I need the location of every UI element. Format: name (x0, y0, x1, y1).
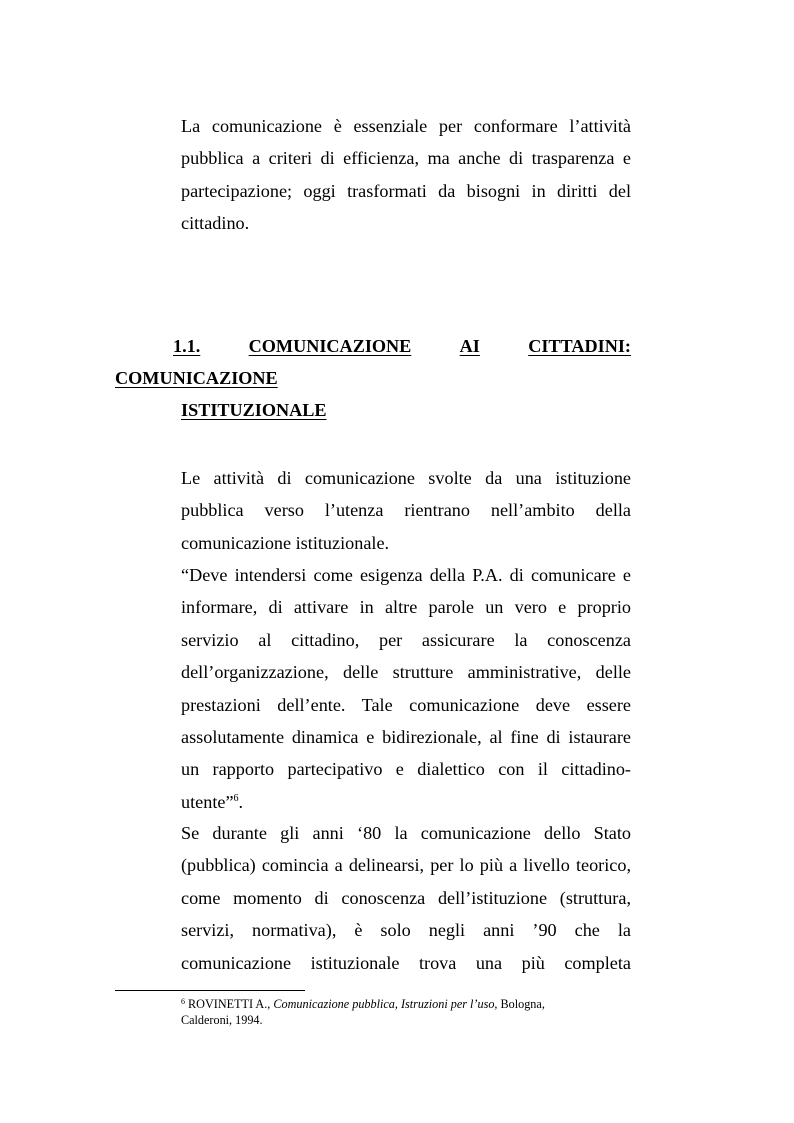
footnote-number: 6 (181, 997, 185, 1006)
text-line: informare, di attivare in altre parole un vero e proprio (181, 597, 631, 618)
footnote-city: Bologna, (500, 997, 545, 1011)
paragraph-history (181, 817, 631, 979)
section-number: 1.1. (173, 336, 201, 356)
footnote-publisher: Calderoni, 1994. (181, 1013, 263, 1027)
text-line: Le attività di comunicazione svolte da una istituzione (181, 468, 631, 488)
heading-word: CITTADINI: (528, 336, 631, 356)
paragraph-quotation (181, 559, 631, 818)
text-line: dell’organizzazione, delle strutture amministrative, delle (181, 662, 631, 683)
text-line: (pubblica) comincia a delinearsi, per lo più a livello teorico, (181, 855, 631, 876)
text-line: comunicazione istituzionale trova una più completa (181, 952, 631, 973)
footnote-title: Comunicazione pubblica, Istruzioni per l’uso, (273, 997, 498, 1011)
text-line: cittadino. (181, 213, 250, 234)
text-line: La comunicazione è essenziale per conformare l’attività (181, 116, 631, 136)
section-heading-line-2: COMUNICAZIONE (115, 368, 278, 388)
footnote-reference[interactable]: 6 (233, 792, 239, 804)
text-line: “Deve intendersi come esigenza della P.A. di comunicare e (181, 565, 631, 585)
quote-end-text: utente” (181, 791, 234, 812)
text-line: pubblica verso l’utenza rientrano nell’ambito della (181, 500, 631, 521)
text-line: prestazioni dell’ente. Tale comunicazione deve essere (181, 694, 631, 715)
text-line: servizi, normativa), è solo negli anni ’90 che la (181, 920, 631, 941)
paragraph-activities (181, 462, 631, 559)
text-line: Se durante gli anni ‘80 la comunicazione dello Stato (181, 823, 631, 843)
footnote (181, 996, 601, 1028)
footnote-author: ROVINETTI A., (188, 997, 271, 1011)
heading-word: COMUNICAZIONE (248, 336, 412, 356)
sentence-end: . (238, 791, 244, 812)
text-line-last (181, 786, 631, 818)
text-line: comunicazione istituzionale. (181, 532, 390, 553)
text-line: come momento di conoscenza dell’istituzione (struttura, (181, 887, 631, 908)
text-line: partecipazione; oggi trasformati da bisogni in diritti del (181, 180, 631, 201)
text-line: servizio al cittadino, per assicurare la conoscenza (181, 629, 631, 650)
text-line: pubblica a criteri di efficienza, ma anche di trasparenza e (181, 148, 631, 169)
section-heading-line-1 (173, 336, 631, 357)
heading-word: AI (459, 336, 480, 356)
footnote-separator (115, 990, 305, 991)
text-line: un rapporto partecipativo e dialettico con il cittadino- (181, 759, 631, 780)
text-line: assolutamente dinamica e bidirezionale, al fine di istaurare (181, 726, 631, 747)
section-heading-line-3: ISTITUZIONALE (181, 400, 327, 420)
paragraph-intro (181, 110, 631, 240)
